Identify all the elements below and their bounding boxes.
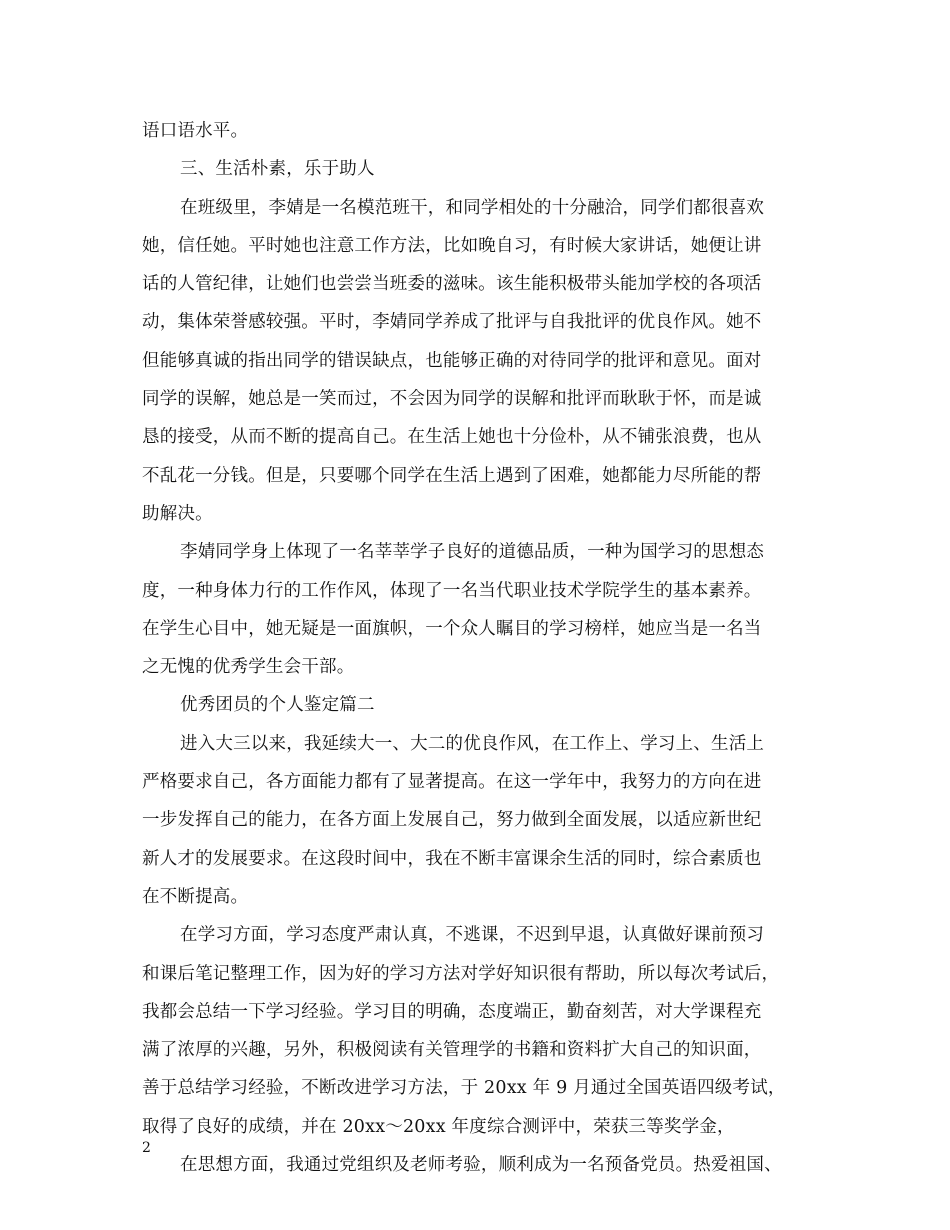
text-line: 满了浓厚的兴趣，另外，积极阅读有关管理学的书籍和资料扩大自己的知识面， [142,1040,762,1061]
text-line: 进入大三以来，我延续大一、大二的优良作风，在工作上、学习上、生活上 [180,733,765,754]
text-line: 助解决。 [142,503,213,524]
text-line: 话的人管纪律，让她们也尝尝当班委的滋味。该生能积极带头能加学校的各项活 [142,274,762,295]
text-line: 度，一种身体力行的工作作风，体现了一名当代职业技术学院学生的基本素养。 [142,580,762,601]
text-line: 和课后笔记整理工作，因为好的学习方法对学好知识很有帮助，所以每次考试后， [142,963,780,984]
text-line: 一步发挥自己的能力，在各方面上发展自己，努力做到全面发展，以适应新世纪 [142,810,762,831]
text-line: 在班级里，李婧是一名模范班干，和同学相处的十分融洽，同学们都很喜欢 [180,197,765,218]
text-line: 恳的接受，从而不断的提高自己。在生活上她也十分俭朴，从不铺张浪费，也从 [142,427,762,448]
text-line: 优秀团员的个人鉴定篇二 [180,695,375,716]
text-line: 善于总结学习经验，不断改进学习方法，于 20xx 年 9 月通过全国英语四级考试， [142,1078,786,1099]
page-number: 2 [142,1140,151,1156]
text-line: 不乱花一分钱。但是，只要哪个同学在生活上遇到了困难，她都能力尽所能的帮 [142,465,762,486]
text-line: 李婧同学身上体现了一名莘莘学子良好的道德品质，一种为国学习的思想态 [180,542,765,563]
text-line: 同学的误解，她总是一笑而过，不会因为同学的误解和批评而耿耿于怀，而是诚 [142,389,762,410]
document-body [142,112,832,1184]
text-line: 我都会总结一下学习经验。学习目的明确，态度端正，勤奋刻苦，对大学课程充 [142,1001,762,1022]
text-line: 在学习方面，学习态度严肃认真，不逃课，不迟到早退，认真做好课前预习 [180,925,765,946]
text-line: 在不断提高。 [142,886,249,907]
text-line: 在学生心目中，她无疑是一面旗帜，一个众人瞩目的学习榜样，她应当是一名当 [142,618,762,639]
text-line: 之无愧的优秀学生会干部。 [142,657,355,678]
text-line: 在思想方面，我通过党组织及老师考验，顺利成为一名预备党员。热爱祖国、 [180,1155,782,1176]
text-line: 但能够真诚的指出同学的错误缺点，也能够正确的对待同学的批评和意见。面对 [142,350,762,371]
text-line: 新人才的发展要求。在这段时间中，我在不断丰富课余生活的同时，综合素质也 [142,848,762,869]
text-line: 严格要求自己，各方面能力都有了显著提高。在这一学年中，我努力的方向在进 [142,772,762,793]
text-line: 语口语水平。 [142,121,249,141]
text-line: 取得了良好的成绩，并在 20xx～20xx 年度综合测评中，荣获三等奖学金， [142,1116,735,1137]
text-line: 动，集体荣誉感较强。平时，李婧同学养成了批评与自我批评的优良作风。她不 [142,312,762,333]
text-line: 三、生活朴素，乐于助人 [180,159,375,180]
text-line: 她，信任她。平时她也注意工作方法，比如晚自习，有时候大家讲话，她便让讲 [142,235,762,256]
